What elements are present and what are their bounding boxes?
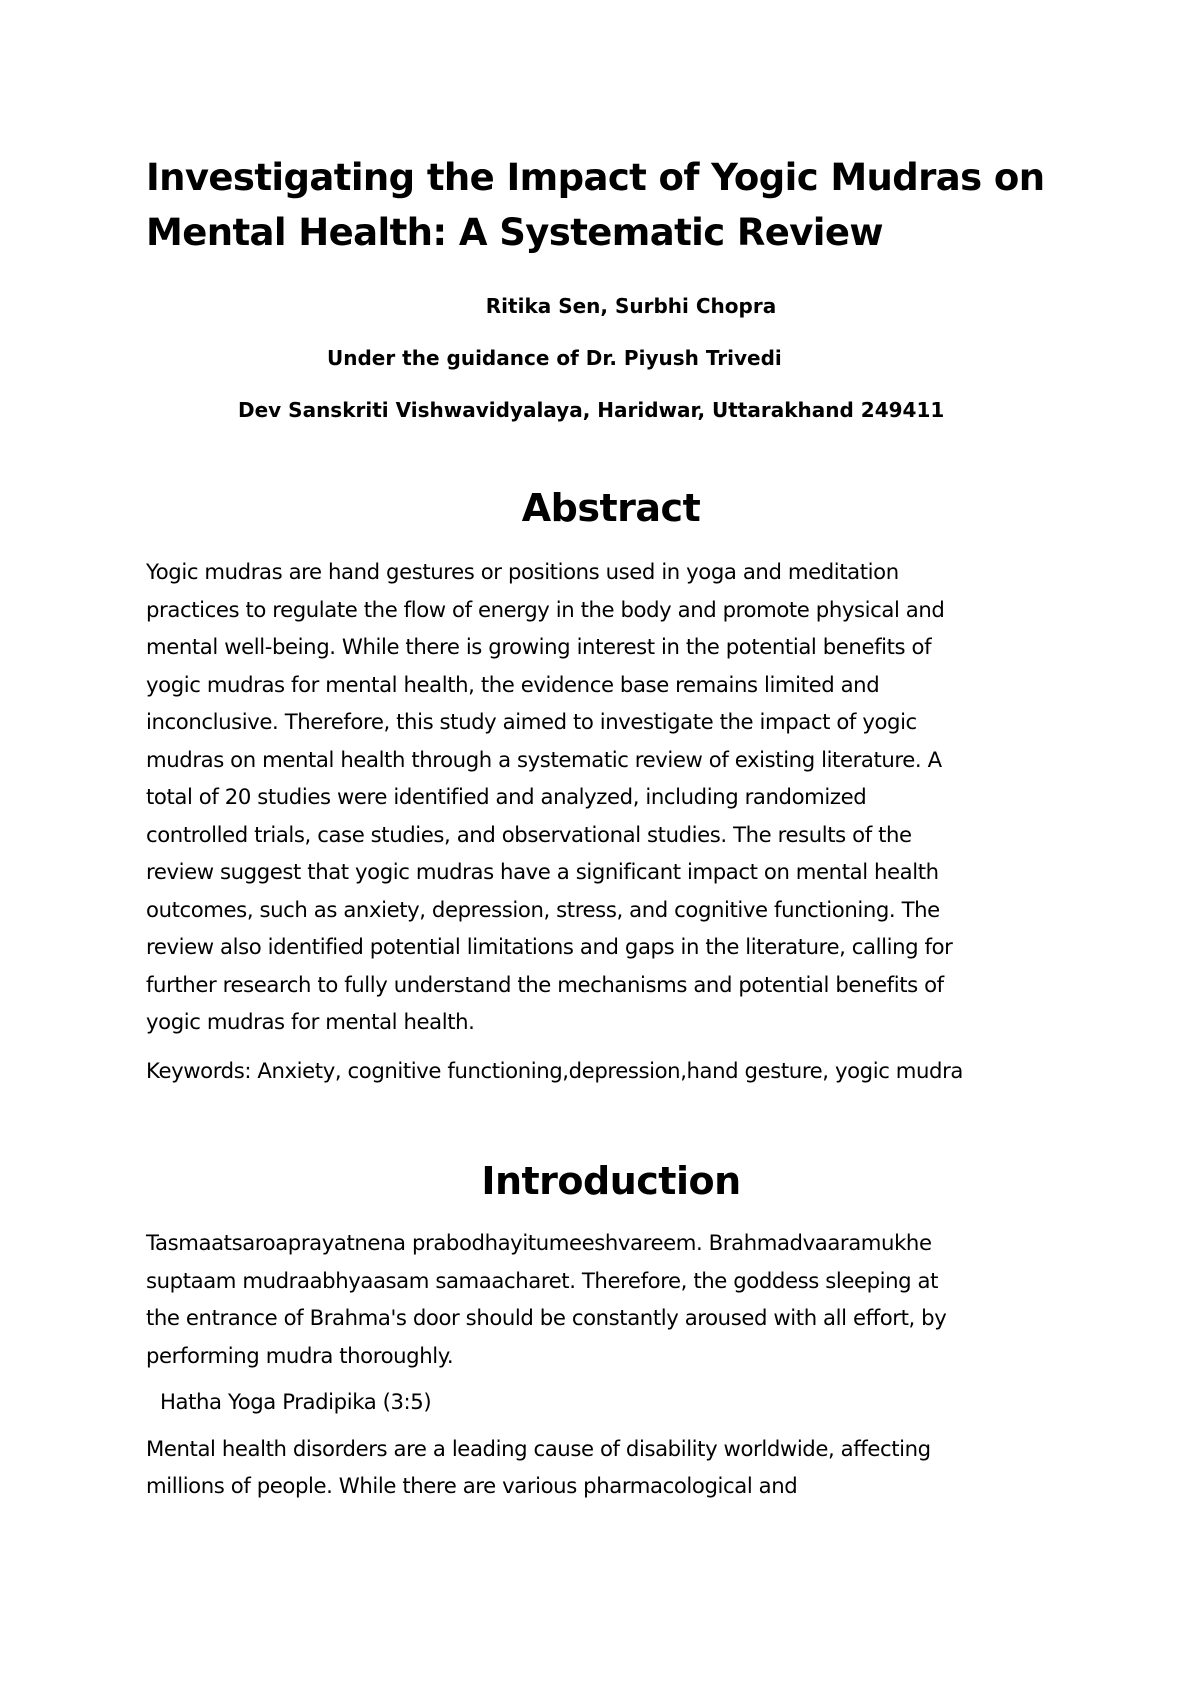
introduction-paragraph <box>146 1430 1076 1505</box>
abstract-line: review suggest that yogic mudras have a significant impact on mental health <box>146 859 939 884</box>
quote-line: suptaam mudraabhyaasam samaacharet. Therefore, the goddess sleeping at <box>146 1267 939 1293</box>
quote-source: Hatha Yoga Pradipika (3:5) <box>160 1389 432 1414</box>
paper-title-line-1: Investigating the Impact of Yogic Mudras on <box>146 156 1045 199</box>
quote-line: performing mudra thoroughly. <box>146 1342 454 1368</box>
quote-line: the entrance of Brahma's door should be constantly aroused with all effort, by <box>146 1305 947 1330</box>
paper-title <box>146 150 1076 260</box>
keywords-line: Keywords: Anxiety, cognitive functioning,depression,hand gesture, yogic mudra <box>146 1057 963 1083</box>
abstract-line: inconclusive. Therefore, this study aimed to investigate the impact of yogic <box>146 709 917 734</box>
paper-title-line-2: Mental Health: A Systematic Review <box>146 211 883 254</box>
introduction-line: millions of people. While there are various pharmacological and <box>146 1473 798 1498</box>
introduction-heading: Introduction <box>481 1159 741 1203</box>
abstract-line: mudras on mental health through a systematic review of existing literature. A <box>146 746 942 772</box>
abstract-line: yogic mudras for mental health, the evidence base remains limited and <box>146 671 880 697</box>
guidance-line: Under the guidance of Dr. Piyush Trivedi <box>327 346 782 370</box>
abstract-paragraph <box>146 553 1076 1041</box>
abstract-line: yogic mudras for mental health. <box>146 1009 475 1034</box>
affiliation-line: Dev Sanskriti Vishwavidyalaya, Haridwar, Uttarakhand 249411 <box>238 398 945 422</box>
abstract-line: controlled trials, case studies, and observational studies. The results of the <box>146 821 912 847</box>
abstract-line: practices to regulate the flow of energy in the body and promote physical and <box>146 596 945 622</box>
sanskrit-quote-paragraph <box>146 1224 1076 1374</box>
abstract-heading: Abstract <box>521 486 701 530</box>
quote-line: Tasmaatsaroaprayatnena prabodhayitumeeshvareem. Brahmadvaaramukhe <box>146 1230 932 1255</box>
abstract-line: review also identified potential limitations and gaps in the literature, calling for <box>146 934 953 959</box>
page-content <box>146 150 1076 1505</box>
abstract-line: total of 20 studies were identified and analyzed, including randomized <box>146 784 867 809</box>
abstract-line: Yogic mudras are hand gestures or positions used in yoga and meditation <box>146 559 899 584</box>
abstract-line: mental well-being. While there is growing interest in the potential benefits of <box>146 634 932 659</box>
introduction-line: Mental health disorders are a leading cause of disability worldwide, affecting <box>146 1435 931 1461</box>
abstract-line: further research to fully understand the mechanisms and potential benefits of <box>146 971 944 997</box>
abstract-line: outcomes, such as anxiety, depression, stress, and cognitive functioning. The <box>146 896 940 922</box>
author-list: Ritika Sen, Surbhi Chopra <box>485 294 777 318</box>
